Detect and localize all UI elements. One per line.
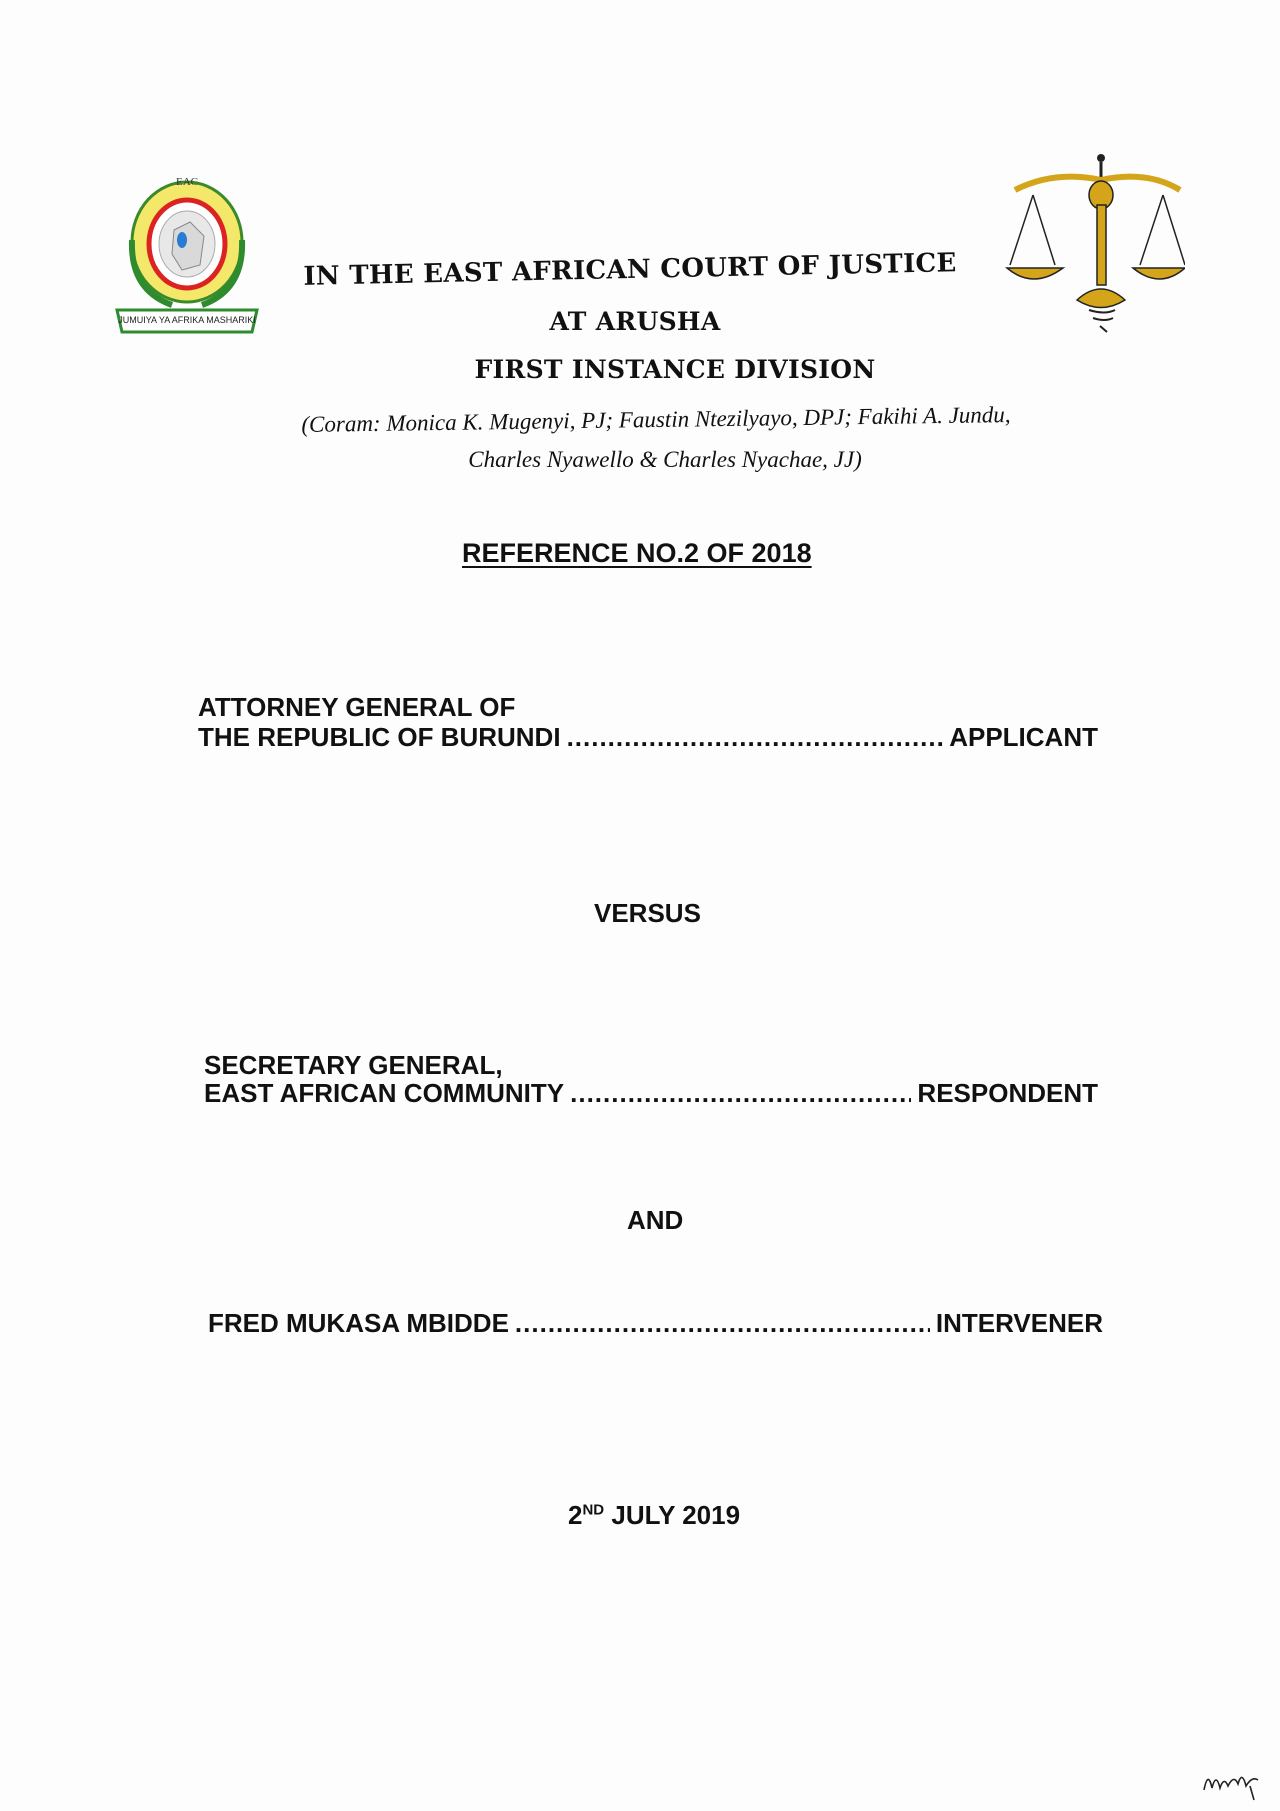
eac-emblem-top-text: EAC: [176, 176, 198, 188]
applicant-row: [198, 722, 1098, 753]
versus-label: VERSUS: [594, 898, 701, 928]
leader-dots: [567, 722, 944, 753]
reference-number: REFERENCE NO.2 OF 2018: [462, 538, 812, 568]
court-location: AT ARUSHA: [549, 307, 721, 336]
handwritten-initials: [1200, 1760, 1270, 1805]
intervener-row: [208, 1308, 1103, 1339]
coram-line-1: (Coram: Monica K. Mugenyi, PJ; Faustin Ntezilyayo, DPJ; Fakihi A. Jundu,: [301, 402, 1011, 437]
judgment-date: [568, 1500, 740, 1531]
scales-of-justice-icon: [1005, 150, 1185, 340]
coram-line-2: Charles Nyawello & Charles Nyachae, JJ): [468, 447, 862, 472]
applicant-name-line-2: THE REPUBLIC OF BURUNDI: [198, 722, 561, 752]
intervener-role: INTERVENER: [935, 1308, 1103, 1338]
leader-dots: [515, 1308, 930, 1339]
respondent-role: RESPONDENT: [917, 1078, 1098, 1108]
court-division: FIRST INSTANCE DIVISION: [474, 355, 876, 384]
respondent-row: [204, 1078, 1098, 1109]
intervener-name: FRED MUKASA MBIDDE: [208, 1308, 509, 1338]
and-label: AND: [627, 1205, 684, 1235]
leader-dots: [570, 1078, 911, 1109]
applicant-role: APPLICANT: [949, 722, 1098, 752]
applicant-name-line-1: ATTORNEY GENERAL OF: [198, 692, 516, 722]
date-suffix: ND: [582, 1501, 605, 1519]
eac-emblem-banner-text: JUMUIYA YA AFRIKA MASHARIKI: [118, 315, 256, 325]
respondent-name-line-1: SECRETARY GENERAL,: [204, 1050, 503, 1080]
court-title: IN THE EAST AFRICAN COURT OF JUSTICE: [303, 248, 957, 292]
date-day: 2: [568, 1500, 583, 1530]
date-rest: JULY 2019: [611, 1500, 741, 1530]
respondent-name-line-2: EAST AFRICAN COMMUNITY: [204, 1078, 565, 1108]
